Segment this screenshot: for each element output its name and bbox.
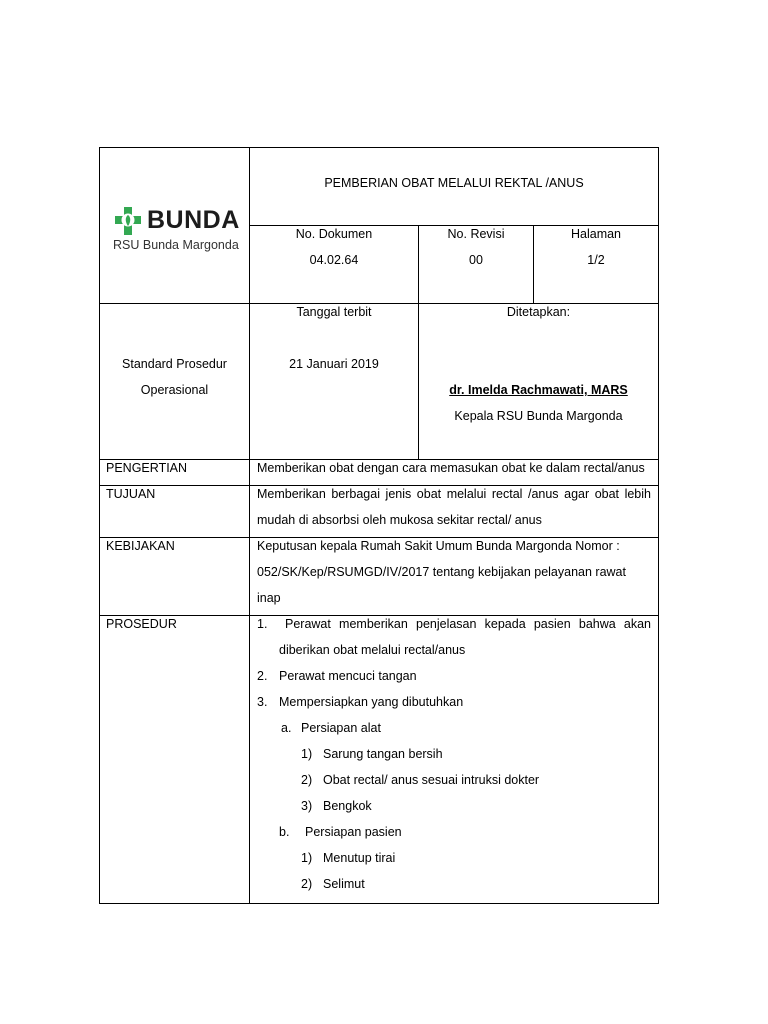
document-title: PEMBERIAN OBAT MELALUI REKTAL /ANUS bbox=[324, 176, 584, 190]
revision-label: No. Revisi bbox=[447, 227, 505, 241]
step-number: 3. bbox=[257, 695, 268, 709]
sub-number: a. bbox=[281, 721, 292, 735]
pengertian-text: Memberikan obat dengan cara memasukan obat ke dalam rectal/anus bbox=[257, 461, 645, 475]
sub-number: b. bbox=[279, 825, 290, 839]
item-number: 2) bbox=[301, 877, 313, 891]
page-value: 1/2 bbox=[587, 253, 605, 267]
item-a1: Sarung tangan bersih bbox=[323, 747, 443, 761]
doc-number-label: No. Dokumen bbox=[295, 227, 373, 241]
sop-label-line1: Standard Prosedur bbox=[122, 357, 227, 371]
step-number: 2. bbox=[257, 669, 268, 683]
sop-label-line2: Operasional bbox=[140, 383, 209, 397]
prosedur-label: PROSEDUR bbox=[106, 617, 177, 631]
page-label: Halaman bbox=[570, 227, 622, 241]
pengertian-label: PENGERTIAN bbox=[106, 461, 188, 475]
item-b1: Menutup tirai bbox=[323, 851, 396, 865]
revision-value: 00 bbox=[469, 253, 483, 267]
step1-line2: diberikan obat melalui rectal/anus bbox=[279, 643, 466, 657]
logo-subtitle: RSU Bunda Margonda bbox=[113, 238, 239, 252]
kebijakan-line2: 052/SK/Kep/RSUMGD/IV/2017 tentang kebijakan pelayanan rawat bbox=[257, 565, 626, 579]
tujuan-line2: mudah di absorbsi oleh mukosa sekitar rectal/ anus bbox=[257, 513, 542, 527]
item-a2: Obat rectal/ anus sesuai intruksi dokter bbox=[323, 773, 540, 787]
item-number: 1) bbox=[301, 747, 313, 761]
item-number: 2) bbox=[301, 773, 313, 787]
step1-line1: Perawat memberikan penjelasan kepada pasien bahwa akan bbox=[285, 617, 651, 631]
sub-b-text: Persiapan pasien bbox=[305, 825, 402, 839]
kebijakan-label: KEBIJAKAN bbox=[106, 539, 175, 553]
tujuan-line1: Memberikan berbagai jenis obat melalui rectal /anus agar obat lebih bbox=[257, 487, 651, 501]
item-a3: Bengkok bbox=[323, 799, 372, 813]
logo-brand: BUNDA bbox=[147, 206, 240, 234]
item-b2: Selimut bbox=[323, 877, 365, 891]
kebijakan-line1: Keputusan kepala Rumah Sakit Umum Bunda Margonda Nomor : bbox=[257, 539, 620, 553]
approver-title: Kepala RSU Bunda Margonda bbox=[454, 409, 623, 423]
item-number: 1) bbox=[301, 851, 313, 865]
step3-text: Mempersiapkan yang dibutuhkan bbox=[279, 695, 464, 709]
step2-text: Perawat mencuci tangan bbox=[279, 669, 417, 683]
step-number: 1. bbox=[257, 617, 268, 631]
issue-date: 21 Januari 2019 bbox=[289, 357, 379, 371]
approved-label: Ditetapkan: bbox=[506, 305, 571, 319]
sub-a-text: Persiapan alat bbox=[301, 721, 381, 735]
approver-name: dr. Imelda Rachmawati, MARS bbox=[449, 383, 628, 397]
tujuan-label: TUJUAN bbox=[106, 487, 156, 501]
item-number: 3) bbox=[301, 799, 313, 813]
doc-number-value: 04.02.64 bbox=[309, 253, 359, 267]
hospital-logo bbox=[113, 205, 243, 255]
cross-leaf-icon bbox=[113, 206, 143, 236]
issue-date-label: Tanggal terbit bbox=[296, 305, 372, 319]
kebijakan-line3: inap bbox=[257, 591, 281, 605]
